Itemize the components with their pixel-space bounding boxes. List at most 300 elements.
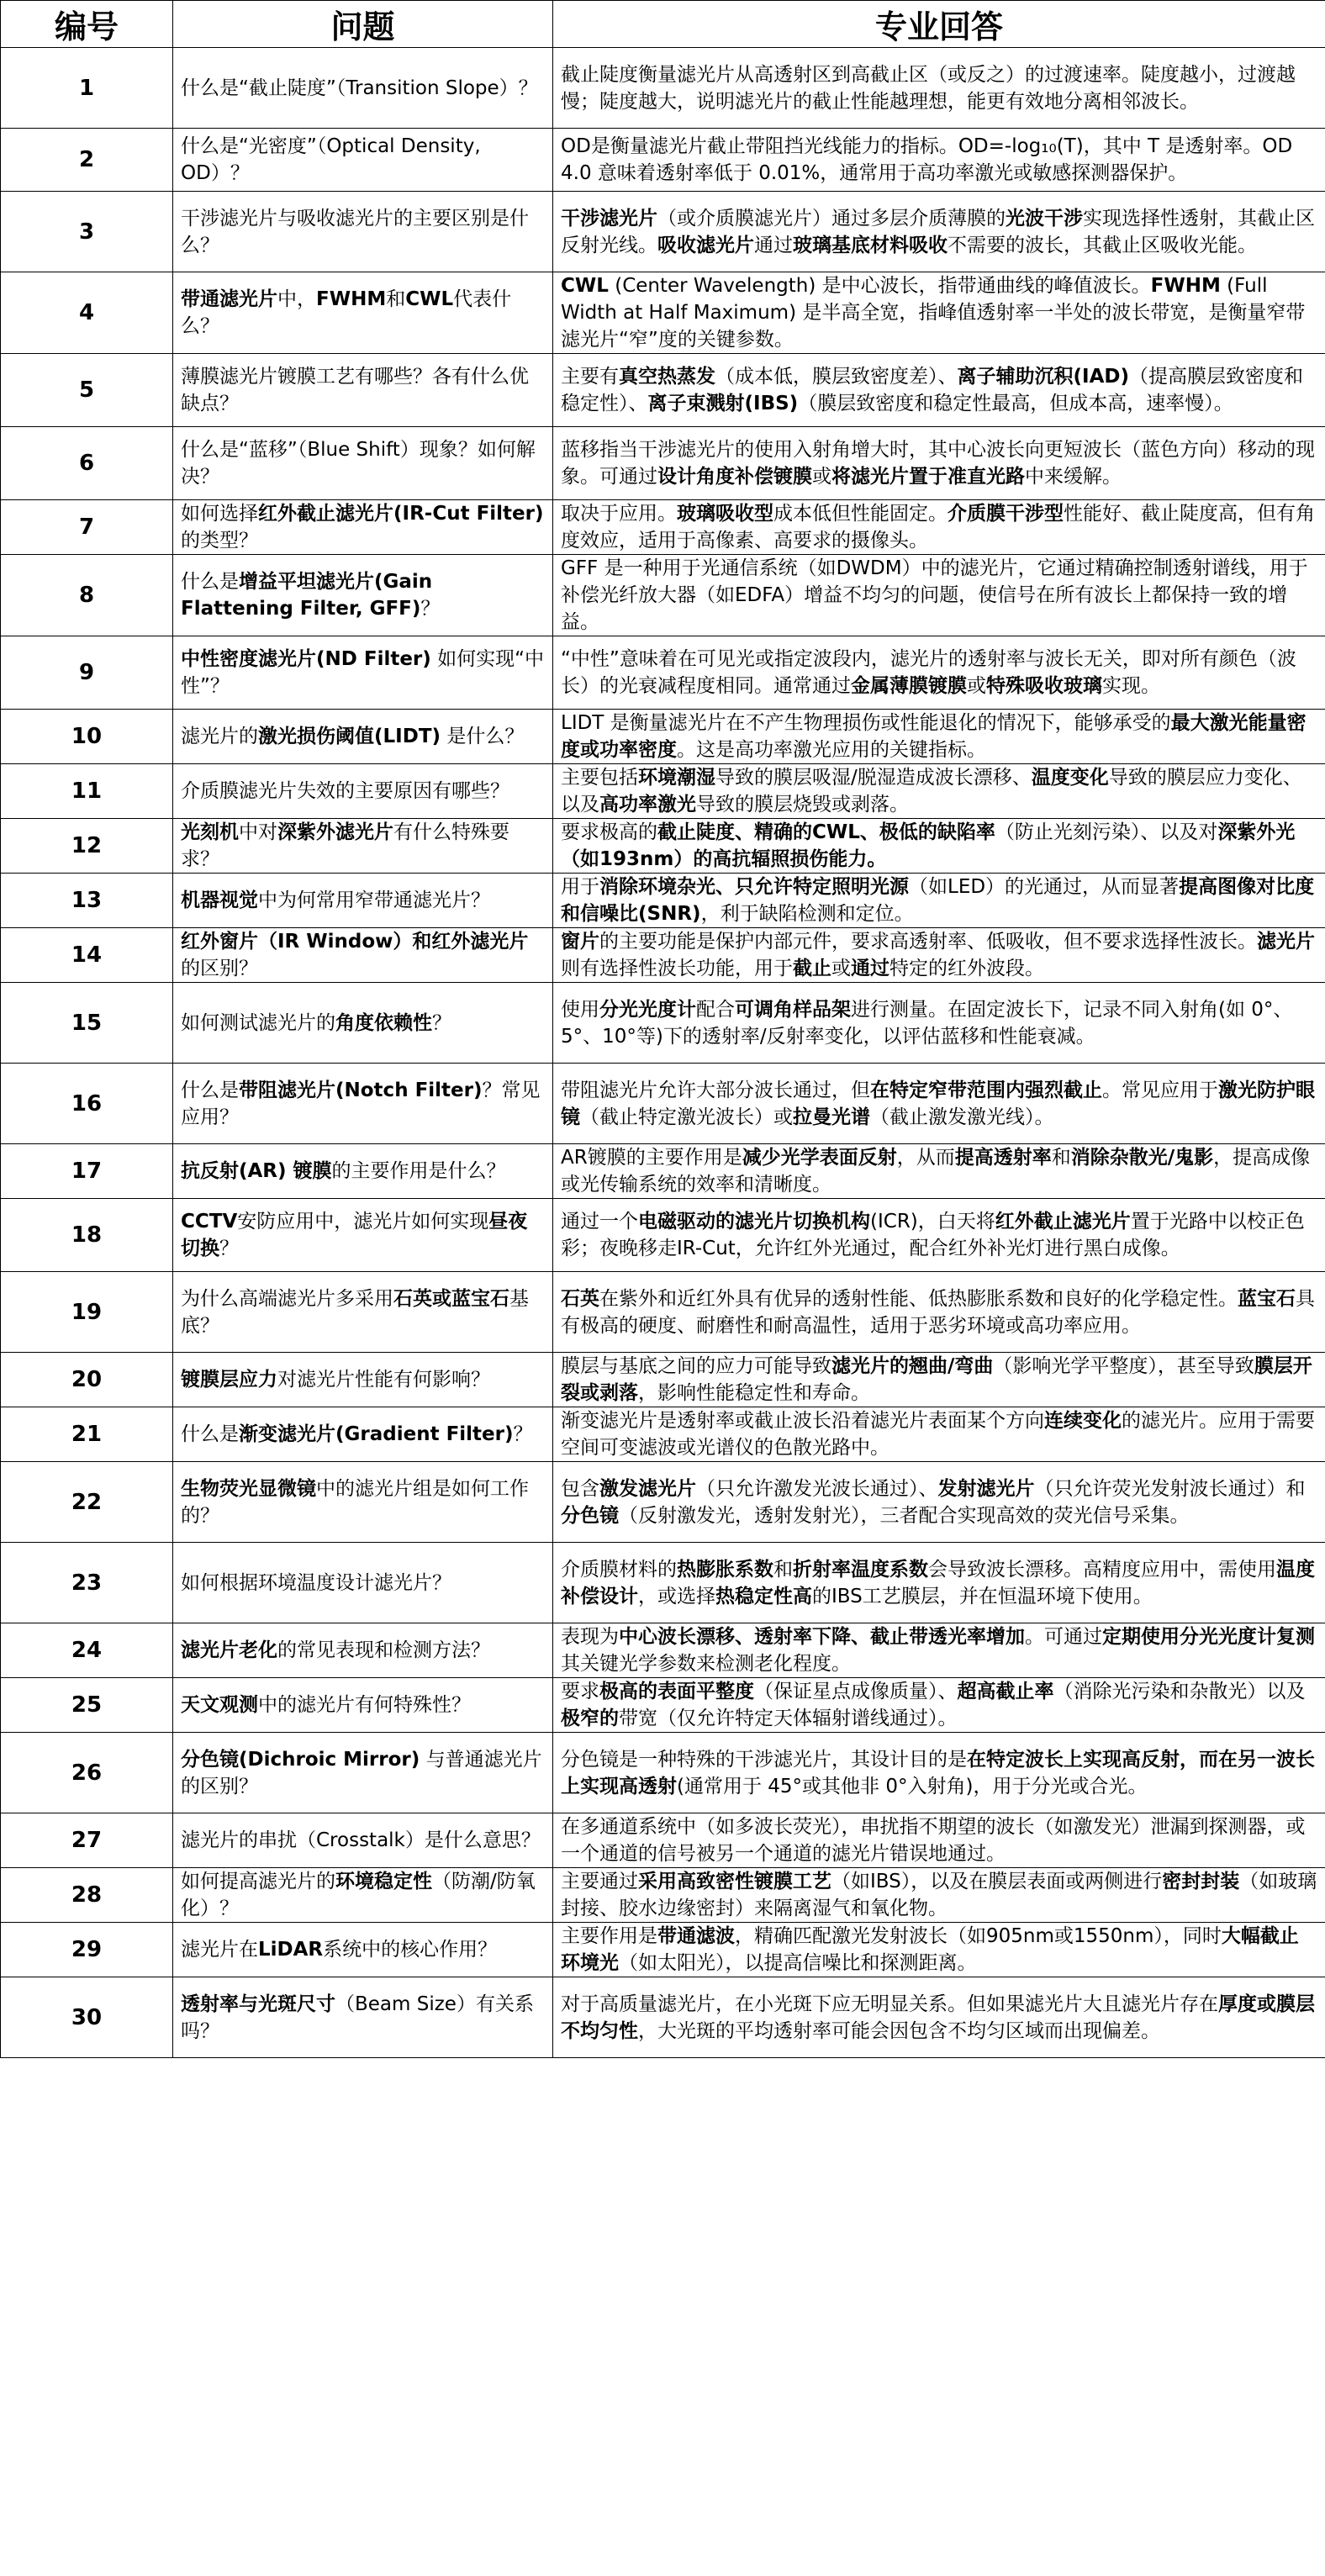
row-number: 27 (1, 1813, 173, 1868)
question-cell (173, 1353, 553, 1407)
question-cell (173, 1733, 553, 1813)
text-segment: 成本低但性能固定。 (773, 503, 948, 525)
text-segment: 有什么特殊要求？ (181, 821, 509, 870)
table-row (1, 1623, 1325, 1678)
text-segment: 的常见表现和检测方法？ (277, 1639, 490, 1661)
text-segment: 光波干涉 (1006, 207, 1083, 230)
text-segment: （截止激发激光线）。 (870, 1106, 1054, 1128)
answer-cell (553, 1813, 1325, 1868)
text-segment: ？ (513, 1423, 533, 1445)
text-segment: 温度补偿设计 (561, 1558, 1315, 1607)
text-segment: 分色镜(Dichroic Mirror) (181, 1748, 420, 1771)
answer-cell (553, 1407, 1325, 1462)
text-segment: 玻璃吸收型 (677, 503, 773, 525)
table-row (1, 1272, 1325, 1353)
question-cell (173, 1407, 553, 1462)
text-segment: （截止特定激光波长）或 (580, 1106, 793, 1128)
table-row (1, 1923, 1325, 1977)
row-number: 20 (1, 1353, 173, 1407)
text-segment: 主要包括 (561, 767, 638, 789)
text-segment: 在特定窄带范围内强烈截止 (870, 1079, 1102, 1101)
text-segment: (Full Width at Half Maximum) 是半高全宽，指峰值透射率一半处的波长带宽，是衡量窄带滤光片“窄”度的关键参数。 (561, 275, 1306, 351)
text-segment: 薄膜滤光片镀膜工艺有哪些？各有什么优缺点？ (181, 366, 529, 414)
text-segment: （保证星点成像质量）、 (754, 1681, 958, 1702)
text-segment: 极高的表面平整度 (599, 1681, 754, 1702)
text-segment: FWHM (1150, 275, 1221, 297)
question-cell (173, 1678, 553, 1733)
text-segment: 是什么？ (441, 726, 525, 747)
text-segment: ？常见应用？ (181, 1079, 541, 1128)
text-segment: 干涉滤光片 (561, 207, 657, 230)
row-number: 24 (1, 1623, 173, 1678)
text-segment: 分色镜 (561, 1504, 619, 1527)
question-cell (173, 192, 553, 272)
text-segment: 通过 (754, 234, 793, 256)
text-segment: 激光防护眼镜 (561, 1079, 1315, 1128)
row-number: 3 (1, 192, 173, 272)
text-segment: 热膨胀系数 (677, 1558, 773, 1581)
table-row (1, 1868, 1325, 1923)
text-segment: 红外窗片（IR Window）和红外滤光片 (181, 931, 529, 953)
text-segment: CCTV (181, 1211, 238, 1233)
text-segment: 将滤光片置于准直光路 (831, 466, 1025, 488)
question-cell (173, 764, 553, 819)
text-segment: ，从而 (896, 1147, 955, 1169)
answer-cell (553, 1144, 1325, 1199)
answer-cell (553, 1733, 1325, 1813)
text-segment: 中的滤光片组是如何工作的？ (181, 1477, 529, 1527)
text-segment: 导致的膜层吸湿/脱湿造成波长漂移、 (715, 767, 1032, 789)
text-segment: 在特定波长上实现高反射，而在另一波长上实现高透射 (561, 1748, 1315, 1797)
text-segment: LiDAR (258, 1939, 324, 1961)
text-segment: （如IBS），以及在膜层表面或两侧进行 (831, 1871, 1163, 1892)
text-segment: 什么是“截止陡度”（Transition Slope）？ (181, 77, 538, 99)
answer-cell (553, 1199, 1325, 1272)
text-segment: 如何测试滤光片的 (181, 1011, 335, 1034)
question-cell (173, 819, 553, 874)
text-segment: 增益平坦滤光片(Gain Flattening Filter, GFF) (181, 571, 433, 620)
text-segment: （只允许激发光波长通过）、 (696, 1477, 938, 1500)
text-segment: 深紫外光（如193nm）的高抗辐照损伤能力。 (561, 821, 1296, 870)
row-number: 19 (1, 1272, 173, 1353)
row-number: 13 (1, 874, 173, 928)
answer-cell (553, 1678, 1325, 1733)
text-segment: 的IBS工艺膜层，并在恒温环境下使用。 (812, 1585, 1153, 1607)
table-row (1, 192, 1325, 272)
text-segment: 中性密度滤光片(ND Filter) (181, 648, 431, 670)
text-segment: 金属薄膜镀膜 (851, 675, 967, 697)
question-cell (173, 1923, 553, 1977)
text-segment: 为什么高端滤光片多采用 (181, 1287, 393, 1310)
text-segment: 截止陡度、精确的CWL、极低的缺陷率 (657, 821, 995, 843)
text-segment: CWL (561, 275, 609, 297)
question-cell (173, 1272, 553, 1353)
text-segment: 大幅截止环境光 (561, 1925, 1299, 1974)
text-segment: 激发滤光片 (599, 1477, 696, 1500)
question-cell (173, 1144, 553, 1199)
text-segment: 渐变滤光片是透射率或截止波长沿着滤光片表面某个方向 (561, 1410, 1044, 1432)
table-row (1, 1353, 1325, 1407)
text-segment: FWHM (316, 288, 387, 310)
text-segment: 对于高质量滤光片，在小光斑下应无明显关系。但如果滤光片大且滤光片存在 (561, 1993, 1218, 2015)
question-cell (173, 710, 553, 764)
text-segment: 带阻滤光片允许大部分波长通过，但 (561, 1079, 870, 1101)
text-segment: 离子束溅射(IBS) (647, 393, 799, 414)
text-segment: 带通滤波 (657, 1925, 735, 1947)
text-segment: 会导致波长漂移。高精度应用中，需使用 (928, 1558, 1276, 1581)
text-segment: 介质膜滤光片失效的主要原因有哪些？ (181, 780, 509, 802)
answer-cell (553, 129, 1325, 192)
question-cell (173, 427, 553, 500)
text-segment: （影响光学平整度），甚至导致 (993, 1355, 1254, 1377)
table-row (1, 1199, 1325, 1272)
text-segment: 最大激光能量密度或功率密度 (561, 712, 1307, 761)
table-row (1, 928, 1325, 983)
text-segment: (ICR)，白天将 (870, 1211, 995, 1233)
text-segment: 介质膜材料的 (561, 1558, 677, 1581)
text-segment: 特定的红外波段。 (889, 958, 1044, 979)
text-segment: 特殊吸收玻璃 (986, 675, 1102, 697)
text-segment: 角度依赖性 (335, 1011, 432, 1034)
text-segment: 实现选择性透射，其截止区反射光线。 (561, 207, 1315, 256)
text-segment: 和 (386, 288, 406, 310)
text-segment: 或 (967, 675, 986, 697)
text-segment: （提高膜层致密度和稳定性）、 (561, 366, 1303, 414)
row-number: 22 (1, 1462, 173, 1543)
text-segment: 中为何常用窄带通滤光片？ (258, 889, 490, 911)
text-segment: 或 (812, 466, 831, 488)
text-segment: 折射率温度系数 (793, 1558, 928, 1581)
text-segment: 则有选择性波长功能，用于 (561, 958, 793, 979)
text-segment: 滤光片的串扰（Crosstalk）是什么意思？ (181, 1829, 541, 1851)
answer-cell (553, 1272, 1325, 1353)
text-segment: 通过 (851, 958, 889, 979)
text-segment: ？ (432, 1011, 451, 1034)
row-number: 2 (1, 129, 173, 192)
text-segment: 带宽（仅允许特定天体辐射谱线通过）。 (619, 1708, 958, 1729)
text-segment: 截止 (793, 958, 831, 979)
table-row (1, 272, 1325, 354)
table-row (1, 710, 1325, 764)
text-segment: 真空热蒸发 (619, 366, 715, 388)
table-row (1, 1678, 1325, 1733)
answer-cell (553, 983, 1325, 1064)
table-row (1, 1977, 1325, 2058)
text-segment: 如何提高滤光片的 (181, 1871, 335, 1892)
row-number: 15 (1, 983, 173, 1064)
text-segment: 其关键光学参数来检测老化程度。 (561, 1653, 851, 1675)
text-segment: 对滤光片性能有何影响？ (277, 1369, 490, 1391)
text-segment: 厚度或膜层不均匀性 (561, 1993, 1315, 2042)
text-segment: 可调角样品架 (735, 998, 851, 1021)
text-segment: 什么是 (181, 1079, 239, 1101)
text-segment: 要求极高的 (561, 821, 657, 843)
answer-cell (553, 1353, 1325, 1407)
text-segment: 带通滤光片 (181, 288, 277, 310)
answer-cell (553, 1462, 1325, 1543)
text-segment: 蓝移指当干涉滤光片的使用入射角增大时，其中心波长向更短波长（蓝色方向）移动的现象。可通过 (561, 439, 1315, 488)
row-number: 10 (1, 710, 173, 764)
table-row (1, 427, 1325, 500)
text-segment: 深紫外滤光片 (277, 821, 393, 843)
text-segment: 密封封装 (1162, 1871, 1240, 1892)
question-cell (173, 272, 553, 354)
text-segment: 采用高致密性镀膜工艺 (638, 1871, 831, 1892)
table-row (1, 1064, 1325, 1144)
row-number: 7 (1, 500, 173, 555)
question-cell (173, 1868, 553, 1923)
text-segment: （成本低，膜层致密度差）、 (715, 366, 958, 388)
text-segment: 滤光片在 (181, 1939, 258, 1961)
text-segment: 在多通道系统中（如多波长荧光），串扰指不期望的波长（如激发光）泄漏到探测器，或一个通道的信号被另一个通道的滤光片错误地通过。 (561, 1816, 1306, 1865)
answer-cell (553, 48, 1325, 129)
text-segment: 代表什么？ (181, 288, 512, 337)
question-cell (173, 983, 553, 1064)
text-segment: 分光光度计 (599, 998, 696, 1021)
table-row (1, 1733, 1325, 1813)
question-cell (173, 48, 553, 129)
text-segment: 消除杂散光/鬼影 (1070, 1147, 1214, 1169)
text-segment: (Center Wavelength) 是中心波长，指带通曲线的峰值波长。 (608, 275, 1151, 297)
text-segment: （防止光刻污染）、以及对 (995, 821, 1218, 843)
answer-cell (553, 1923, 1325, 1977)
text-segment: 置于光路中以校正色彩；夜晚移走IR-Cut，允许红外光通过，配合红外补光灯进行黑白成像。 (561, 1211, 1305, 1259)
table-row (1, 1144, 1325, 1199)
text-segment: 渐变滤光片(Gradient Filter) (239, 1423, 514, 1445)
text-segment: 昼夜切换 (181, 1211, 528, 1259)
table-row (1, 874, 1325, 928)
text-segment: 热稳定性高 (715, 1585, 812, 1607)
text-segment: 使用 (561, 998, 599, 1021)
text-segment: ，精确匹配激光发射波长（如905nm或1550nm），同时 (735, 1925, 1222, 1947)
text-segment: （如LED）的光通过，从而显著 (909, 876, 1180, 898)
text-segment: ，影响性能稳定性和寿命。 (638, 1382, 870, 1404)
text-segment: 蓝宝石 (1238, 1287, 1296, 1310)
header-answer: 专业回答 (553, 1, 1325, 48)
text-segment: 介质膜干涉型 (948, 503, 1064, 525)
answer-cell (553, 555, 1325, 636)
text-segment: 导致的膜层应力变化、以及 (561, 767, 1302, 816)
row-number: 28 (1, 1868, 173, 1923)
answer-cell (553, 928, 1325, 983)
table-row (1, 354, 1325, 427)
text-segment: 红外截止滤光片 (995, 1211, 1131, 1233)
row-number: 16 (1, 1064, 173, 1144)
text-segment: 的滤光片。应用于需要空间可变滤波或光谱仪的色散光路中。 (561, 1410, 1315, 1459)
question-cell (173, 928, 553, 983)
row-number: 14 (1, 928, 173, 983)
row-number: 8 (1, 555, 173, 636)
text-segment: 滤光片老化 (181, 1639, 277, 1661)
text-segment: 。这是高功率激光应用的关键指标。 (677, 739, 986, 761)
text-segment: 透射率与光斑尺寸 (181, 1993, 335, 2015)
text-segment: “中性”意味着在可见光或指定波段内，滤光片的透射率与波长无关，即对所有颜色（波长）的光衰减程度相同。通常通过 (561, 648, 1296, 697)
table-row (1, 1462, 1325, 1543)
text-segment: 通过一个 (561, 1211, 638, 1233)
table-row (1, 764, 1325, 819)
text-segment: （防潮/防氧化）？ (181, 1871, 536, 1919)
text-segment: （如太阳光），以提高信噪比和探测距离。 (619, 1952, 977, 1974)
text-segment: 具有极高的硬度、耐磨性和耐高温性，适用于恶劣环境或高功率应用。 (561, 1287, 1315, 1337)
text-segment: 系统中的核心作用？ (323, 1939, 498, 1961)
text-segment: 主要通过 (561, 1871, 638, 1892)
text-segment: 和 (773, 1558, 793, 1581)
text-segment: 安防应用中，滤光片如何实现 (237, 1211, 489, 1233)
header-question: 问题 (173, 1, 553, 48)
text-segment: ？ (219, 1238, 239, 1259)
text-segment: 定期使用分光光度计复测 (1102, 1626, 1315, 1648)
text-segment: 。常见应用于 (1102, 1079, 1218, 1101)
text-segment: 电磁驱动的滤光片切换机构 (638, 1211, 870, 1233)
text-segment: 什么是“蓝移”（Blue Shift）现象？如何解决？ (181, 439, 536, 488)
text-segment: 窗片 (561, 931, 599, 953)
text-segment: 配合 (696, 998, 735, 1021)
text-segment: ，提高成像或光传输系统的效率和清晰度。 (561, 1147, 1311, 1196)
answer-cell (553, 272, 1325, 354)
text-segment: 玻璃基底材料吸收 (793, 234, 948, 256)
text-segment: 或 (831, 958, 851, 979)
text-segment: 实现。 (1102, 675, 1160, 697)
table-row (1, 819, 1325, 874)
question-cell (173, 1977, 553, 2058)
table-row (1, 1543, 1325, 1623)
answer-cell (553, 1623, 1325, 1678)
row-number: 25 (1, 1678, 173, 1733)
text-segment: 环境稳定性 (335, 1871, 432, 1892)
text-segment: 滤光片 (1257, 931, 1315, 953)
text-segment: 主要作用是 (561, 1925, 657, 1947)
question-cell (173, 1064, 553, 1144)
row-number: 4 (1, 272, 173, 354)
row-number: 1 (1, 48, 173, 129)
text-segment: 石英 (561, 1287, 599, 1310)
text-segment: 表现为 (561, 1626, 619, 1648)
text-segment: 滤光片的翘曲/弯曲 (831, 1355, 994, 1377)
answer-cell (553, 819, 1325, 874)
question-cell (173, 555, 553, 636)
text-segment: 取决于应用。 (561, 503, 677, 525)
text-segment: 什么是“光密度”（Optical Density, OD）？ (181, 135, 481, 184)
text-segment: 消除环境杂光、只允许特定照明光源 (599, 876, 909, 898)
text-segment: 。可通过 (1025, 1626, 1102, 1648)
question-cell (173, 500, 553, 555)
text-segment: 如何选择 (181, 503, 258, 525)
text-segment: 和 (1051, 1147, 1071, 1169)
question-cell (173, 874, 553, 928)
question-cell (173, 1543, 553, 1623)
text-segment: 温度变化 (1031, 767, 1109, 789)
answer-cell (553, 1543, 1325, 1623)
text-segment: （或介质膜滤光片）通过多层介质薄膜的 (657, 207, 1006, 230)
text-segment: 与普通滤光片的区别？ (181, 1748, 542, 1797)
row-number: 26 (1, 1733, 173, 1813)
text-segment: CWL (405, 288, 454, 310)
text-segment: 高功率激光 (599, 794, 696, 816)
text-segment: 的区别？ (181, 958, 258, 979)
row-number: 29 (1, 1923, 173, 1977)
question-cell (173, 1199, 553, 1272)
text-segment: ，或选择 (638, 1585, 715, 1607)
text-segment: 包含 (561, 1477, 599, 1500)
row-number: 6 (1, 427, 173, 500)
text-segment: 滤光片的 (181, 726, 258, 747)
answer-cell (553, 710, 1325, 764)
text-segment: 中来缓解。 (1025, 466, 1122, 488)
text-segment: （Beam Size）有关系吗？ (181, 1993, 534, 2042)
text-segment: 石英或蓝宝石 (393, 1287, 509, 1310)
text-segment: LIDT 是衡量滤光片在不产生物理损伤或性能退化的情况下，能够承受的 (561, 712, 1171, 734)
text-segment: （反射激发光，透射发射光），三者配合实现高效的荧光信号采集。 (619, 1504, 1190, 1527)
text-segment: 主要有 (561, 366, 619, 388)
row-number: 17 (1, 1144, 173, 1199)
answer-cell (553, 1064, 1325, 1144)
text-segment: 吸收滤光片 (657, 234, 754, 256)
table-row (1, 1813, 1325, 1868)
row-number: 18 (1, 1199, 173, 1272)
question-cell (173, 129, 553, 192)
table-row (1, 48, 1325, 129)
text-segment: OD是衡量滤光片截止带阻挡光线能力的指标。OD=-log₁₀(T)，其中 T 是透射率。OD 4.0 意味着透射率低于 0.01%，通常用于高功率激光或敏感探测器保护。 (561, 135, 1293, 184)
text-segment: 极窄的 (561, 1708, 619, 1729)
text-segment: 中心波长漂移、透射率下降、截止带透光率增加 (619, 1626, 1025, 1648)
header-num: 编号 (1, 1, 173, 48)
text-segment: 如何根据环境温度设计滤光片？ (181, 1571, 451, 1594)
text-segment: 减少光学表面反射 (742, 1147, 897, 1169)
text-segment: (通常用于 45°或其他非 0°入射角)，用于分光或合光。 (677, 1775, 1148, 1797)
text-segment: 光刻机 (181, 821, 239, 843)
text-segment: 连续变化 (1044, 1410, 1122, 1432)
text-segment: 镀膜层应力 (181, 1369, 277, 1391)
text-segment: 机器视觉 (181, 889, 258, 911)
text-segment: 离子辅助沉积(IAD) (957, 366, 1129, 388)
table-row (1, 500, 1325, 555)
text-segment: 截止陡度衡量滤光片从高透射区到高截止区（或反之）的过渡速率。陡度越小，过渡越慢；陡度越大，说明滤光片的截止性能越理想，能更有效地分离相邻波长。 (561, 63, 1296, 113)
row-number: 30 (1, 1977, 173, 2058)
question-cell (173, 1813, 553, 1868)
answer-cell (553, 1868, 1325, 1923)
text-segment: （膜层致密度和稳定性最高，但成本高，速率慢）。 (798, 393, 1233, 414)
text-segment: 拉曼光谱 (793, 1106, 870, 1128)
row-number: 5 (1, 354, 173, 427)
text-segment: 膜层开裂或剥落 (561, 1355, 1312, 1404)
text-segment: 分色镜是一种特殊的干涉滤光片，其设计目的是 (561, 1748, 967, 1771)
table-row (1, 636, 1325, 710)
text-segment: 的主要功能是保护内部元件，要求高透射率、低吸收，但不要求选择性波长。 (599, 931, 1257, 953)
question-cell (173, 636, 553, 710)
text-segment: 性能好、截止陡度高，但有角度效应，适用于高像素、高要求的摄像头。 (561, 503, 1315, 552)
text-segment: 激光损伤阈值(LIDT) (258, 726, 441, 747)
text-segment: 的类型？ (181, 530, 258, 552)
question-cell (173, 1462, 553, 1543)
text-segment: 导致的膜层烧毁或剥落。 (696, 794, 909, 816)
text-segment: 中， (277, 288, 316, 310)
answer-cell (553, 500, 1325, 555)
text-segment: 红外截止滤光片(IR-Cut Filter) (258, 503, 544, 525)
text-segment: 中的滤光片有何特殊性？ (258, 1694, 471, 1716)
text-segment: 设计角度补偿镀膜 (657, 466, 812, 488)
answer-cell (553, 354, 1325, 427)
text-segment: （只允许荧光发射波长通过）和 (1034, 1477, 1306, 1500)
text-segment: 在紫外和近红外具有优异的透射性能、低热膨胀系数和良好的化学稳定性。 (599, 1287, 1238, 1310)
row-number: 21 (1, 1407, 173, 1462)
text-segment: 中对 (239, 821, 277, 843)
text-segment: 干涉滤光片与吸收滤光片的主要区别是什么？ (181, 207, 529, 256)
table-row (1, 1407, 1325, 1462)
question-cell (173, 354, 553, 427)
text-segment: 基底？ (181, 1287, 529, 1337)
answer-cell (553, 636, 1325, 710)
answer-cell (553, 874, 1325, 928)
